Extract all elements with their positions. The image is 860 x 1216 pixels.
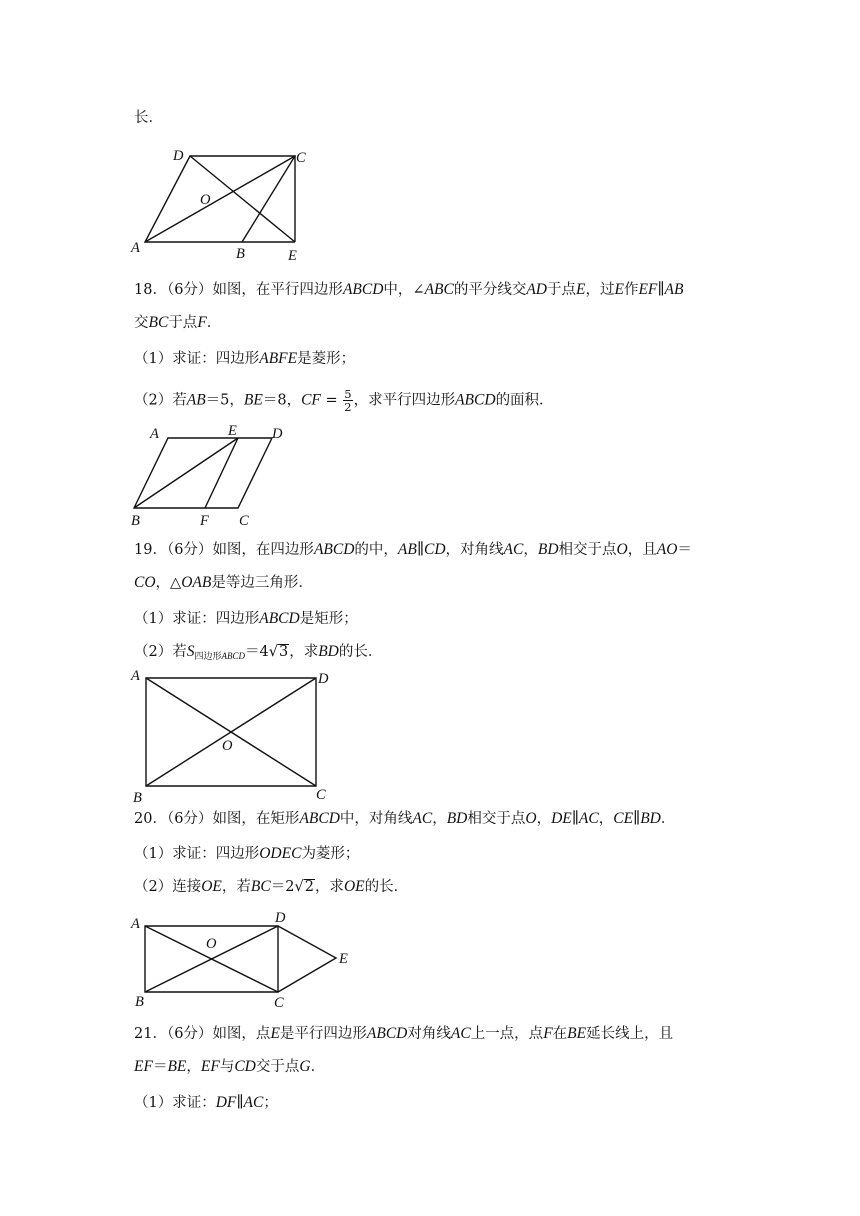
q20-part-2: （2）连接OE，若BC＝2√2，求OE的长． <box>134 878 409 895</box>
q20-lines-de-ce <box>278 926 336 992</box>
q19-part-2: （2）若$S_{四边形ABCD}=4√3$，求BD的长． <box>134 643 383 662</box>
q20-label-d: D <box>275 910 286 926</box>
q18-line-1: 18．（6分）如图，在平行四边形ABCD中，∠ABC的平分线交AD于点E，过E作EF∥AB <box>134 281 684 298</box>
q17-label-d: D <box>173 148 184 164</box>
sqrt-three: 3 <box>278 644 289 660</box>
q19-label-c: C <box>316 787 326 803</box>
q21-line-2: EF＝BE，EF与CD交于点G． <box>134 1058 326 1075</box>
q17-label-c: C <box>296 150 306 166</box>
prev-question-tail: 长． <box>134 110 163 126</box>
q17-label-o: O <box>200 192 211 208</box>
q18-label-f: F <box>200 513 209 529</box>
q19-line-2: CO，△OAB是等边三角形． <box>134 574 313 591</box>
q20-label-e: E <box>339 951 348 967</box>
sqrt-two: 2 <box>304 879 314 895</box>
q21-part-1: （1）求证：DF∥AC； <box>134 1094 278 1111</box>
q18-label-d: D <box>272 426 283 442</box>
q17-label-a: A <box>131 240 140 256</box>
q19-label-a: A <box>131 668 140 684</box>
q19-line-1: 19．（6分）如图，在四边形ABCD的中，AB∥CD，对角线AC，BD相交于点O，且AO＝ <box>134 541 692 558</box>
q20-label-a: A <box>131 916 140 932</box>
q18-part-2: （2）若AB＝5，BE＝8，CF = $\frac{5}{2}$ ，求平行四边形ABCD的面积． <box>134 387 554 414</box>
q18-part-1: （1）求证：四边形ABFE是菱形； <box>134 350 356 367</box>
q20-line-1: 20．（6分）如图，在矩形ABCD中，对角线AC，BD相交于点O，DE∥AC，CE∥BD． <box>134 810 676 827</box>
q18-label-e: E <box>228 423 237 439</box>
q17-label-e: E <box>288 248 297 264</box>
q19-part-1: （1）求证：四边形ABCD是矩形； <box>134 610 358 627</box>
q18-label-c: C <box>239 513 249 529</box>
q21-line-1: 21．（6分）如图，点E是平行四边形ABCD对角线AC上一点，点F在BE延长线上，且 <box>134 1025 674 1042</box>
q19-label-d: D <box>318 671 329 687</box>
q18-label-b: B <box>131 513 140 529</box>
fraction-five-halves: $\frac{5}{2}$ <box>344 387 352 414</box>
q20-part-1: （1）求证：四边形ODEC为菱形； <box>134 845 360 862</box>
q20-label-c: C <box>274 995 284 1011</box>
q18-line-2: 交BC于点F． <box>134 314 222 331</box>
q20-label-o: O <box>206 936 217 952</box>
q20-label-b: B <box>135 994 144 1010</box>
q17-label-b: B <box>236 246 245 262</box>
q19-label-o: O <box>222 738 233 754</box>
q18-label-a: A <box>150 426 159 442</box>
q19-label-b: B <box>133 790 142 806</box>
